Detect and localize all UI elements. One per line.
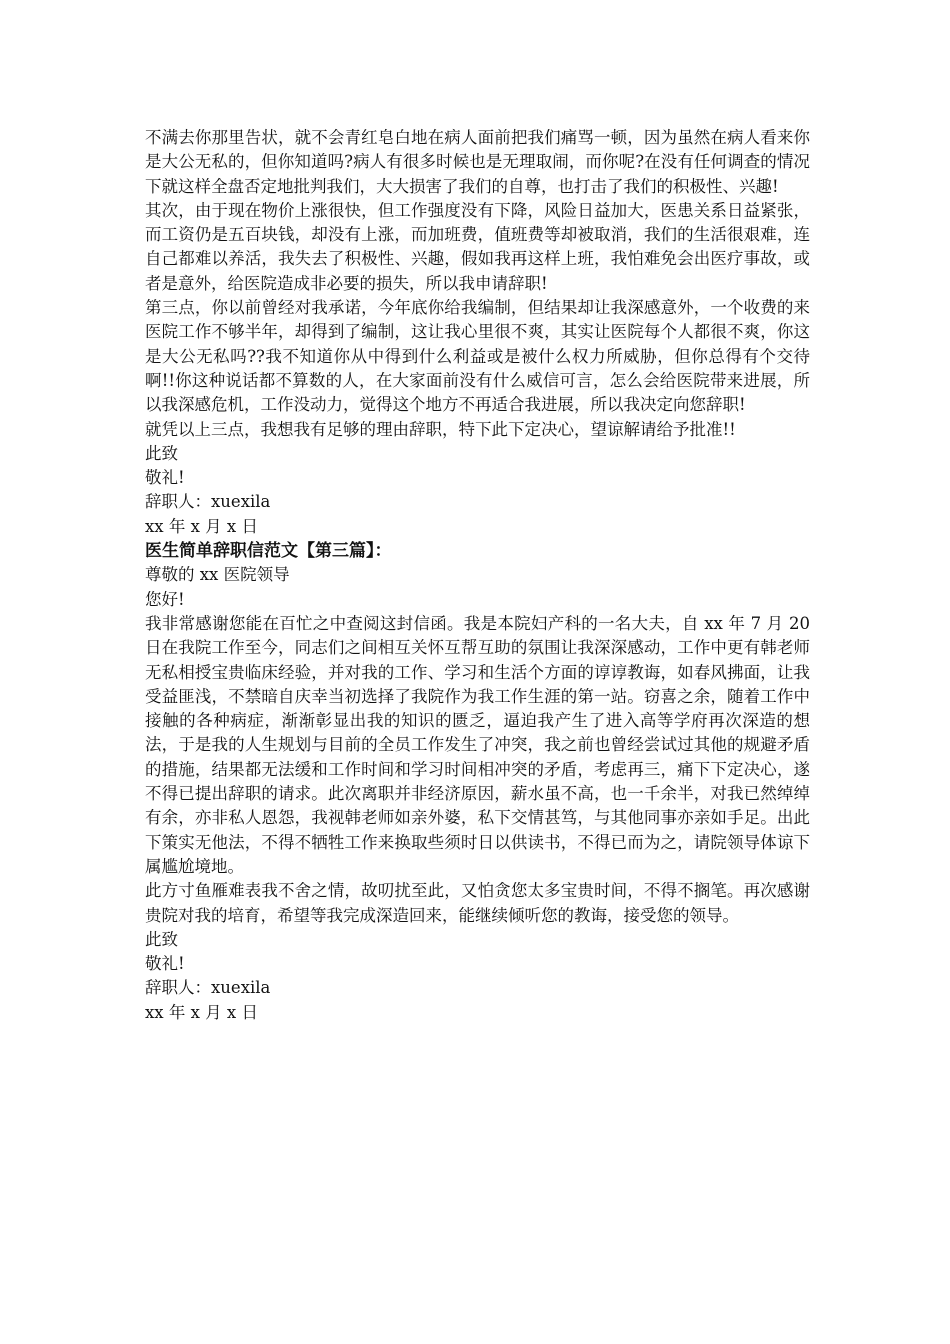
- salutation-2: 敬礼!: [145, 954, 185, 974]
- paragraph-second-reason: 其次，由于现在物价上涨很快，但工作强度没有下降，风险日益加大，医患关系日益紧张，而工资仍是五百块钱，却没有上涨，而加班费，值班费等却被取消，我们的生活很艰难，连自己都难以养活，我失去了积极性、兴趣，假如我再这样上班，我怕难免会出医疗事故，或者是意外，给医院造成非必要的损失，所以我申请辞职!: [145, 200, 810, 293]
- letter-date-2: xx 年 x 月 x 日: [145, 1002, 258, 1022]
- closing-phrase: 此致: [145, 443, 178, 463]
- paragraph-third-reason: 第三点，你以前曾经对我承诺，今年底你给我编制，但结果却让我深感意外，一个收费的来医院工作不够半年，却得到了编制，这让我心里很不爽，其实让医院每个人都很不爽，你这是大公无私吗??我不知道你从中得到什么利益或是被什么权力所威胁，但你总得有个交待啊!!你这种说话都不算数的人，在大家面前没有什么威信可言，怎么会给医院带来进展，所以我深感危机，工作没动力，觉得这个地方不再适合我进展，所以我决定向您辞职!: [145, 298, 810, 415]
- signature: 辞职人：xuexila: [145, 492, 271, 512]
- paragraph-farewell: 此方寸鱼雁难表我不舍之情，故叨扰至此，又怕贪您太多宝贵时间，不得不搁笔。再次感谢贵院对我的培育，希望等我完成深造回来，能继续倾听您的教诲，接受您的领导。: [145, 881, 810, 925]
- paragraph-conclusion: 就凭以上三点，我想我有足够的理由辞职，特下此下定决心，望谅解请给予批准!!: [145, 419, 736, 439]
- letter-date: xx 年 x 月 x 日: [145, 516, 258, 536]
- salutation: 敬礼!: [145, 468, 185, 488]
- recipient: 尊敬的 xx 医院领导: [145, 565, 290, 585]
- document-page: [145, 126, 810, 1025]
- paragraph-body: 我非常感谢您能在百忙之中查阅这封信函。我是本院妇产科的一名大夫，自 xx 年 7 月 20 日在我院工作至今，同志们之间相互关怀互帮互助的氛围让我深深感动，工作中更有韩老师无私相授宝贵临床经验，并对我的工作、学习和生活个方面的谆谆教诲，如春风拂面，让我受益匪浅，不禁暗自庆幸当初选择了我院作为我工作生涯的第一站。窃喜之余，随着工作中接触的各种病症，渐渐彰显出我的知识的匮乏，逼迫我产生了进入高等学府再次深造的想法，于是我的人生规划与目前的全员工作发生了冲突，我之前也曾经尝试过其他的规避矛盾的措施，结果都无法缓和工作时间和学习时间相冲突的矛盾，考虑再三，痛下下定决心，遂不得已提出辞职的请求。此次离职并非经济原因，薪水虽不高，也一千余半，对我已然绰绰有余，亦非私人恩怨，我视韩老师如亲外婆，私下交情甚笃，与其他同事亦亲如手足。出此下策实无他法，不得不牺牲工作来换取些须时日以供读书，不得已而为之，请院领导体谅下属尴尬境地。: [145, 613, 810, 876]
- paragraph-complaint: 不满去你那里告状，就不会青红皂白地在病人面前把我们痛骂一顿，因为虽然在病人看来你是大公无私的，但你知道吗?病人有很多时候也是无理取闹，而你呢?在没有任何调查的情况下就这样全盘否定地批判我们，大大损害了我们的自尊，也打击了我们的积极性、兴趣!: [145, 128, 810, 196]
- signature-2: 辞职人：xuexila: [145, 978, 271, 998]
- closing-phrase-2: 此致: [145, 929, 178, 949]
- greeting: 您好!: [145, 589, 185, 609]
- section-heading: 医生简单辞职信范文【第三篇】：: [145, 541, 392, 562]
